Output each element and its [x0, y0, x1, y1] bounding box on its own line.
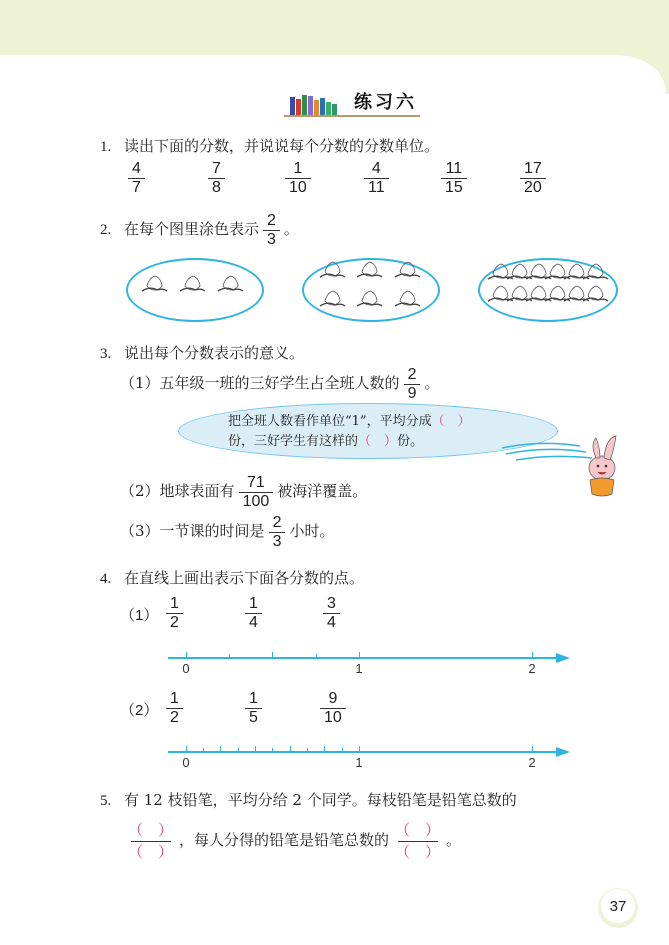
fraction: 1 2 [166, 690, 183, 727]
hint-text: 把全班人数看作单位“1”，平均分成（ ） 份，三好学生有这样的（ ）份。 [228, 414, 471, 449]
rabbit-icon [500, 432, 630, 500]
question-5-answers: $\frac{( )}{( )}$ ，每人分得的铅笔是铅笔总数的 $\frac{( )}{( )}$ 。 [128, 821, 462, 861]
fraction: 3 4 [323, 595, 340, 632]
fraction: 4 7 [128, 160, 145, 197]
page-title: 练习六 [354, 92, 417, 113]
question-4-part-2: （2） [120, 702, 159, 719]
peach-icon [488, 264, 608, 301]
fraction: 1 5 [245, 690, 262, 727]
fraction: $\frac{2}{3}$ [263, 212, 280, 249]
question-4: 4. 在直线上画出表示下面各分数的点。 [100, 569, 365, 587]
fraction: 1 4 [245, 595, 262, 632]
question-1: 1. 读出下面的分数，并说说每个分数的分数单位。 [100, 137, 440, 155]
fraction: 11 15 [441, 160, 467, 197]
question-3: 3. 说出每个分数表示的意义。 [100, 344, 305, 362]
fraction: $\frac{71}{100}$ [239, 474, 274, 511]
number-line-1[interactable]: 0 1 2 [168, 649, 573, 679]
question-4-part-1: （1） [120, 607, 159, 624]
question-2: 2. 在每个图里涂色表示 $\frac{2}{3}$ 。 [100, 211, 299, 248]
peach-icon [142, 276, 243, 291]
fraction: 4 11 [364, 160, 389, 197]
question-5: 5. 有 12 枝铅笔，平均分给 2 个同学。每枝铅笔是铅笔总数的 [100, 791, 517, 809]
number-line-2[interactable]: 0 1 2 [168, 743, 573, 773]
question-3-item-3: （3）一节课的时间是 $\frac{2}{3}$ 小时。 [120, 513, 335, 550]
fraction-list [166, 690, 606, 730]
fraction: 9 10 [320, 690, 346, 727]
answer-blank-fraction[interactable]: $\frac{( )}{( )}$ [395, 821, 441, 861]
peach-icon [320, 262, 420, 306]
fraction: $\frac{2}{9}$ [404, 366, 421, 403]
fraction: 1 2 [166, 595, 183, 632]
fraction: 17 20 [520, 160, 546, 197]
page-number: 37 [601, 889, 635, 923]
fraction: 7 8 [208, 160, 225, 197]
question-1-text: 读出下面的分数，并说说每个分数的分数单位。 [124, 137, 440, 155]
question-3-item-1: （1）五年级一班的三好学生占全班人数的 $\frac{2}{9}$ 。 [120, 365, 440, 402]
fraction: $\frac{2}{3}$ [269, 514, 286, 551]
fraction-list [166, 595, 606, 635]
fraction: 1 10 [285, 160, 311, 197]
answer-blank-fraction[interactable]: $\frac{( )}{( )}$ [128, 821, 174, 861]
question-3-item-2: （2）地球表面有 $\frac{71}{100}$ 被海洋覆盖。 [120, 473, 368, 510]
